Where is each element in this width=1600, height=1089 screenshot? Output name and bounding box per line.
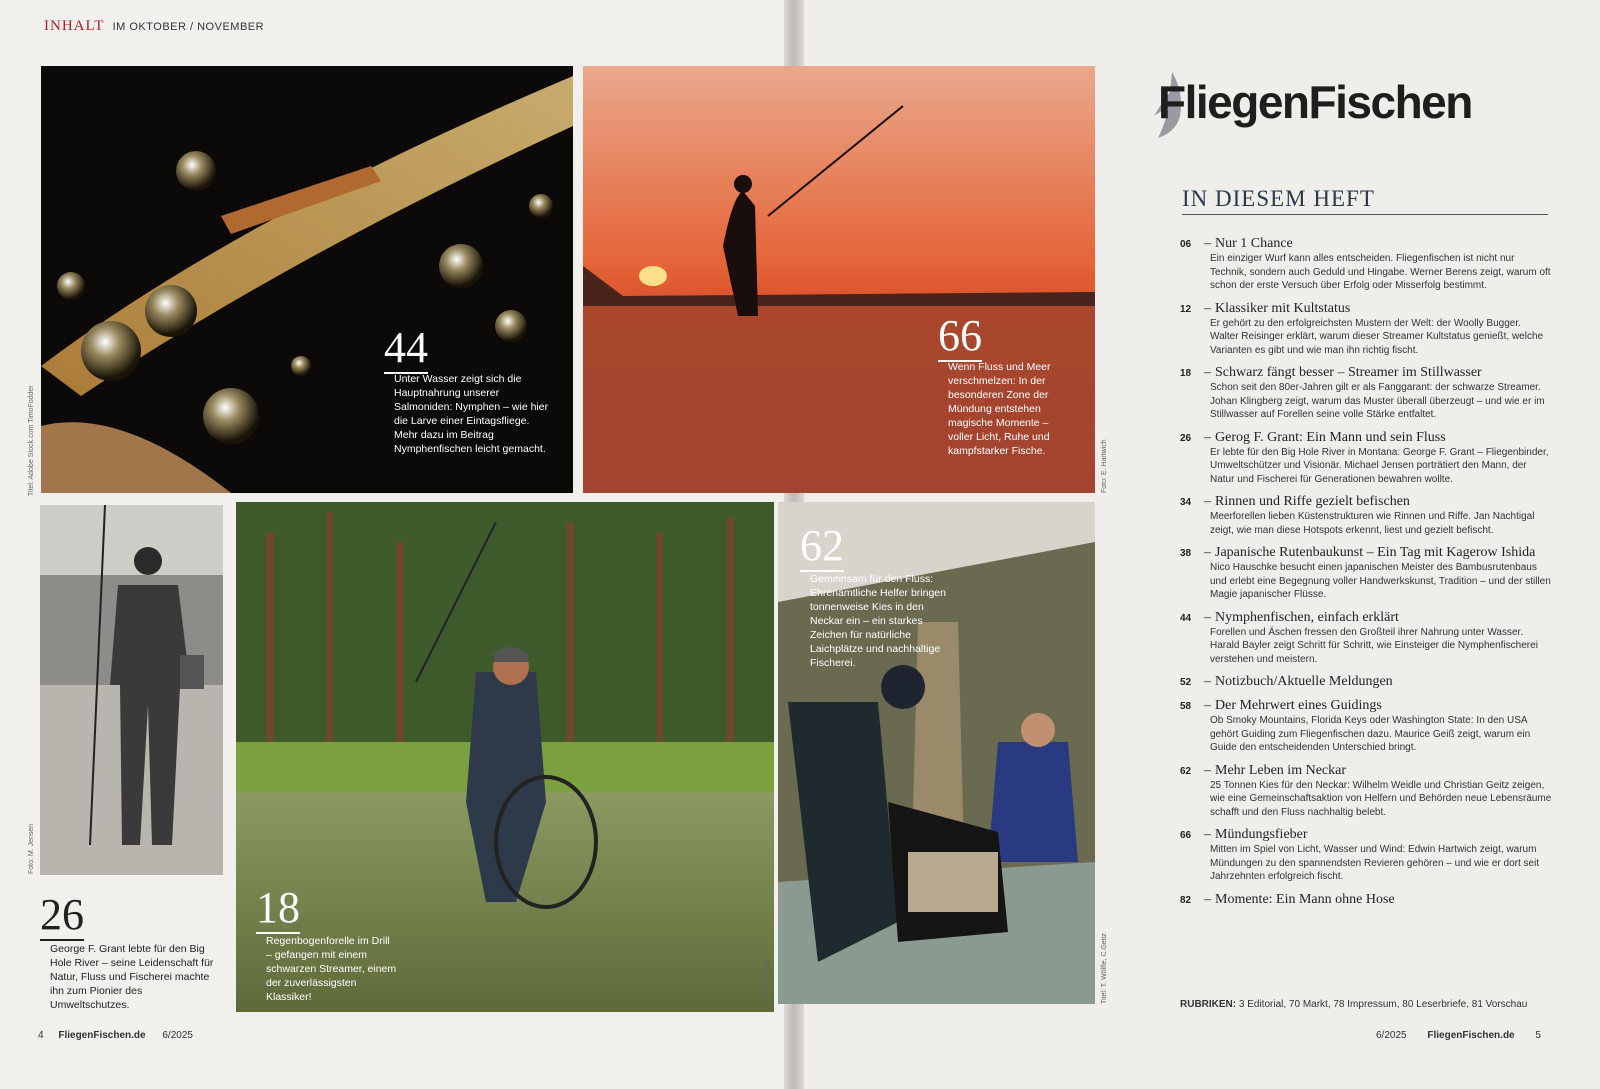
toc-entry-title: Klassiker mit Kultstatus [1215, 300, 1351, 316]
brand-logo: FliegenFischen [1158, 76, 1472, 128]
caption-neckar: Gemeinsam für den Fluss: Ehrenamtliche Helfer bringen tonnenweise Kies in den Neckar ein – ein starkes Zeichen für natürliche Laichplätze und nachhaltige Fischerei. [810, 573, 946, 669]
toc-entry-title: Der Mehrwert eines Guidings [1215, 698, 1382, 713]
credit-sunset: Foto: E. Hartwich [1101, 439, 1108, 493]
toc-page-number: 66 [1180, 830, 1192, 841]
toc-page-number: 34 [1180, 497, 1192, 508]
grant-image [40, 505, 223, 875]
toc-entry-title: Mehr Leben im Neckar [1215, 762, 1346, 778]
credit-nymph: Titel: Adobe Stock.com TimoFodder [28, 385, 35, 496]
toc-entry[interactable]: 82 – Momente: Ein Mann ohne Hose [1180, 891, 1395, 907]
footer-left-page: 4 [38, 1030, 44, 1041]
toc-entry[interactable]: 06 – Nur 1 Chance Ein einziger Wurf kann alles entscheiden. Fliegenfischen ist nicht nur Technik, sondern auch Geduld und Hingabe. Werner Berens zeigt, warum oft schon der erste Versuch über Erfolg oder Misserfolg bestimmt. [1180, 236, 1551, 291]
toc-entry-description: Ein einziger Wurf kann alles entscheiden. Fliegenfischen ist nicht nur Technik, sondern auch Geduld und Hingabe. Werner Berens zeigt, warum oft schon der erste Versuch über Erfolg oder Misserfolg bestimmt. [1210, 253, 1551, 291]
toc-page-number: 44 [1180, 612, 1192, 624]
rubriken-label: RUBRIKEN: [1180, 999, 1237, 1010]
footer-left-site: FliegenFischen.de [58, 1030, 146, 1041]
page-number-trout: 18 [256, 883, 300, 932]
caption-grant: George F. Grant lebte für den Big Hole River – seine Leidenschaft für Natur, Fluss und Fischerei machte ihn zum Pionier des Umweltschutzes. [50, 943, 214, 1011]
toc-page-number: 38 [1180, 548, 1192, 559]
toc-entry[interactable]: 62 – Mehr Leben im Neckar 25 Tonnen Kies für den Neckar: Wilhelm Weidle und Christian Geitz zeigen, wie eine Gemeinschaftsaktion von Helfern und Behörden neue Lebensräume schafft und den Fluss nachhaltig belebt. [1180, 762, 1552, 818]
toc-entry[interactable]: 18 – Schwarz fängt besser – Streamer im Stillwasser Schon seit den 80er-Jahren gilt er als Fanggarant: der schwarze Streamer. Johan Klingberg zeigt, warum das Muster überall überzeugt – und wie er im Stillwasser auf Forellen seine volle Stärke entfaltet. [1180, 365, 1552, 422]
credit-neckar: Titel: T. Wölfle, C.Geitz [1101, 933, 1108, 1004]
toc-entry[interactable]: 58 – Der Mehrwert eines Guidings Ob Smoky Mountains, Florida Keys oder Washington State: In den USA gehört Guiding zum Fliegenfischen dazu. Maurice Geiß zeigt, warum ein Guide den entscheidenden Unterschied bringt. [1180, 698, 1552, 755]
toc-entry-title: Nymphenfischen, einfach erklärt [1215, 609, 1399, 625]
toc-page-number: 62 [1180, 765, 1192, 777]
footer-right-issue: 6/2025 [1376, 1030, 1407, 1041]
footer-left-issue: 6/2025 [162, 1030, 193, 1041]
credit-trout: Foto: A. Foto [764, 959, 771, 1000]
toc-entry-title: Notizbuch/Aktuelle Meldungen [1215, 674, 1393, 689]
toc-entry-description: Nico Hauschke besucht einen japanischen Meister des Bambusrutenbaus und erlebt eine Begegnung voller Handwerkskunst, Tradition – und der stillen Magie japanischer Flüsse. [1210, 562, 1551, 600]
toc-entry-title: Nur 1 Chance [1215, 236, 1293, 251]
footer-right [1376, 1030, 1541, 1041]
toc-entry-description: Schon seit den 80er-Jahren gilt er als Fanggarant: der schwarze Streamer. Johan Klingberg zeigt, warum das Muster überall überzeugt – und wie er im Stillwasser auf Forellen seine volle Stärke entfaltet. [1210, 382, 1545, 420]
toc-divider [1182, 214, 1548, 215]
toc-entry-description: Ob Smoky Mountains, Florida Keys oder Washington State: In den USA gehört Guiding zum Fliegenfischen dazu. Maurice Geiß zeigt, warum ein Guide den entscheidenden Unterschied bringt. [1210, 715, 1531, 753]
table-of-contents [1180, 236, 1552, 916]
toc-entry[interactable]: 34 – Rinnen und Riffe gezielt befischen Meerforellen lieben Küstenstrukturen wie Rinnen und Riffe. Jan Nachtigal zeigt, wie man diese Hotspots erkennt, liest und gezielt befischt. [1180, 494, 1552, 537]
toc-page-number: 06 [1180, 239, 1192, 250]
credit-grant: Foto: M. Jensen [28, 823, 35, 874]
section-header [44, 18, 264, 35]
toc-entry-description: 25 Tonnen Kies für den Neckar: Wilhelm Weidle und Christian Geitz zeigen, wie eine Gemeinschaftsaktion von Helfern und Behörden neue Lebensräume schafft und den Fluss nachhaltig belebt. [1210, 779, 1552, 818]
page-number-neckar: 62 [800, 521, 844, 570]
toc-entry-description: Forellen und Äschen fressen den Großteil ihrer Nahrung unter Wasser. Harald Bayler zeigt Schritt für Schritt, wie Einsteiger die Nymphenfischerei verstehen und meistern. [1210, 626, 1538, 665]
section-label: INHALT [44, 18, 105, 34]
toc-entry-description: Er lebte für den Big Hole River in Montana: George F. Grant – Fliegenbinder, Umweltschützer und Visionär. Michael Jensen porträtiert den Mann, der Natur und Fischerei für Generationen bewahren wollte. [1210, 446, 1549, 485]
page-number-grant: 26 [40, 890, 84, 939]
toc-page-number: 82 [1180, 894, 1192, 906]
toc-entry-title: Schwarz fängt besser – Streamer im Stillwasser [1215, 365, 1482, 380]
toc-title: IN DIESEM HEFT [1182, 186, 1375, 211]
toc-entry-title: Mündungsfieber [1215, 827, 1308, 842]
toc-entry[interactable]: 12 – Klassiker mit Kultstatus Er gehört zu den erfolgreichsten Mustern der Welt: der Woolly Bugger. Walter Reisinger erklärt, warum dieser Streamer Kultstatus genießt, welche Varianten es gibt und wie man ihn richtig fischt. [1180, 301, 1552, 358]
issue-month: IM OKTOBER / NOVEMBER [112, 21, 265, 33]
toc-entry-description: Meerforellen lieben Küstenstrukturen wie Rinnen und Riffe. Jan Nachtigal zeigt, wie man diese Hotspots erkennt, liest und gezielt befischt. [1210, 511, 1535, 536]
rubriken-text: 3 Editorial, 70 Markt, 78 Impressum, 80 Leserbriefe, 81 Vorschau [1238, 999, 1528, 1010]
toc-entry[interactable]: 44 – Nymphenfischen, einfach erklärt Forellen und Äschen fressen den Großteil ihrer Nahrung unter Wasser. Harald Bayler zeigt Schritt für Schritt, wie Einsteiger die Nymphenfischerei verstehen und meistern. [1180, 610, 1552, 667]
caption-sunset: Wenn Fluss und Meer verschmelzen: In der besonderen Zone der Mündung entstehen magische Momente – voller Licht, Ruhe und kampfstarker Fische. [948, 361, 1051, 457]
toc-page-number: 18 [1180, 368, 1192, 379]
toc-entry-title: Rinnen und Riffe gezielt befischen [1215, 494, 1410, 509]
toc-entry-title: Japanische Rutenbaukunst – Ein Tag mit Kagerow Ishida [1215, 545, 1536, 560]
toc-entry-description: Er gehört zu den erfolgreichsten Mustern der Welt: der Woolly Bugger. Walter Reisinger erklärt, warum dieser Streamer Kultstatus genießt, welche Varianten es gibt und wie man ihn richtig fischt. [1210, 317, 1544, 356]
toc-entry-description: Mitten im Spiel von Licht, Wasser und Wind: Edwin Hartwich zeigt, warum Mündungen zu den spannendsten Revieren gehören – und wie er dort seit Jahrzehnten erfolgreich fischt. [1210, 844, 1540, 882]
page-number-nymph: 44 [384, 323, 428, 372]
toc-page-number: 26 [1180, 432, 1192, 444]
toc-entry[interactable]: 66 – Mündungsfieber Mitten im Spiel von Licht, Wasser und Wind: Edwin Hartwich zeigt, warum Mündungen zu den spannendsten Revieren gehören – und wie er dort seit Jahrzehnten erfolgreich fischt. [1180, 827, 1552, 884]
photo-grant [40, 505, 223, 875]
caption-nymph: Unter Wasser zeigt sich die Hauptnahrung unserer Salmoniden: Nymphen – wie hier die Larve einer Eintagsfliege. Mehr dazu im Beitrag Nymphenfischen leicht gemacht. [394, 373, 549, 455]
toc-page-number: 52 [1180, 677, 1192, 688]
toc-entry[interactable]: 52 – Notizbuch/Aktuelle Meldungen [1180, 674, 1393, 689]
toc-entry-title: Gerog F. Grant: Ein Mann und sein Fluss [1215, 429, 1446, 445]
toc-entry-title: Momente: Ein Mann ohne Hose [1215, 891, 1395, 907]
toc-page-number: 58 [1180, 701, 1192, 712]
footer-right-site: FliegenFischen.de [1427, 1030, 1515, 1041]
footer-left [38, 1030, 193, 1041]
toc-entry[interactable]: 38 – Japanische Rutenbaukunst – Ein Tag mit Kagerow Ishida Nico Hauschke besucht einen japanischen Meister des Bambusrutenbaus und erlebt eine Begegnung voller Handwerkskunst, Tradition – und der stillen Magie japanischer Flüsse. [1180, 545, 1551, 600]
toc-entry[interactable]: 26 – Gerog F. Grant: Ein Mann und sein Fluss Er lebte für den Big Hole River in Montana: George F. Grant – Fliegenbinder, Umweltschützer und Visionär. Michael Jensen porträtiert den Mann, der Natur und Fischerei für Generationen bewahren wollte. [1180, 430, 1552, 487]
toc-page-number: 12 [1180, 303, 1192, 315]
page-number-sunset: 66 [938, 311, 982, 360]
footer-right-page: 5 [1535, 1030, 1541, 1041]
rubriken [1180, 998, 1552, 1012]
caption-trout: Regenbogenforelle im Drill – gefangen mit einem schwarzen Streamer, einem der zuverlässigsten Klassiker! [266, 935, 397, 1003]
